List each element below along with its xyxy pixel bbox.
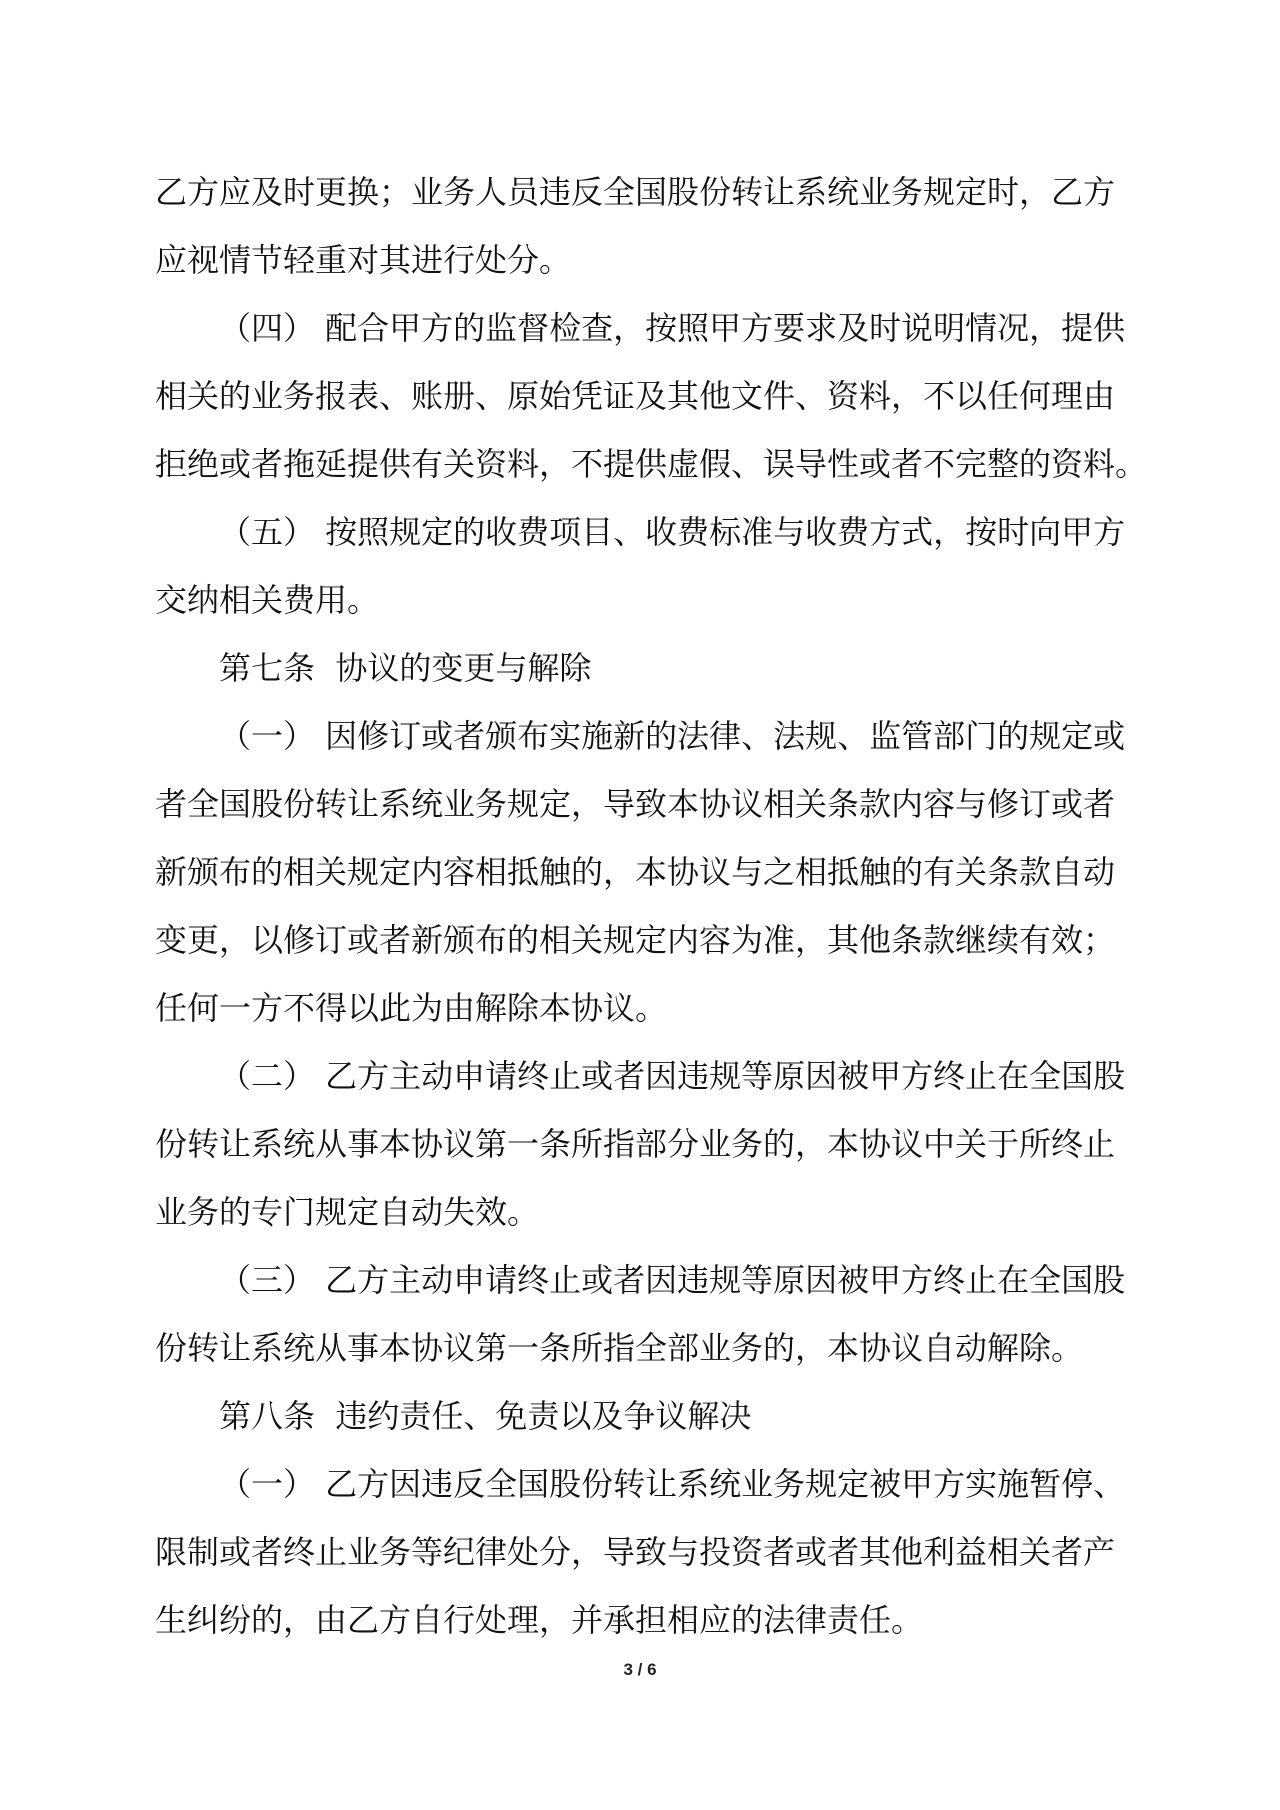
clause-item-4: （四） 配合甲方的监督检查，按照甲方要求及时说明情况，提供 bbox=[219, 309, 1126, 347]
paragraph-line: 变更，以修订或者新颁布的相关规定内容为准，其他条款继续有效； bbox=[155, 921, 1116, 959]
paragraph-line: 生纠纷的，由乙方自行处理，并承担相应的法律责任。 bbox=[155, 1601, 924, 1639]
paragraph-line: 任何一方不得以此为由解除本协议。 bbox=[155, 989, 668, 1027]
paragraph-line: 限制或者终止业务等纪律处分，导致与投资者或者其他利益相关者产 bbox=[155, 1533, 1116, 1571]
article-7-item-1: （一） 因修订或者颁布实施新的法律、法规、监管部门的规定或 bbox=[219, 717, 1126, 755]
paragraph-line: 乙方应及时更换；业务人员违反全国股份转让系统业务规定时，乙方 bbox=[155, 173, 1116, 211]
paragraph-line: 份转让系统从事本协议第一条所指部分业务的，本协议中关于所终止 bbox=[155, 1125, 1116, 1163]
paragraph-line: 应视情节轻重对其进行处分。 bbox=[155, 241, 572, 279]
article-7-item-3: （三） 乙方主动申请终止或者因违规等原因被甲方终止在全国股 bbox=[219, 1261, 1126, 1299]
clause-item-5: （五） 按照规定的收费项目、收费标准与收费方式，按时向甲方 bbox=[219, 513, 1126, 551]
paragraph-line: 交纳相关费用。 bbox=[155, 581, 380, 619]
article-8-item-1: （一） 乙方因违反全国股份转让系统业务规定被甲方实施暂停、 bbox=[219, 1465, 1126, 1503]
article-8-heading: 第八条 违约责任、免责以及争议解决 bbox=[219, 1397, 752, 1435]
article-7-heading: 第七条 协议的变更与解除 bbox=[219, 649, 592, 687]
paragraph-line: 拒绝或者拖延提供有关资料，不提供虚假、误导性或者不完整的资料。 bbox=[155, 445, 1148, 483]
paragraph-line: 份转让系统从事本协议第一条所指全部业务的，本协议自动解除。 bbox=[155, 1329, 1084, 1367]
document-body bbox=[155, 158, 1148, 1654]
article-7-item-2: （二） 乙方主动申请终止或者因违规等原因被甲方终止在全国股 bbox=[219, 1057, 1126, 1095]
paragraph-line: 新颁布的相关规定内容相抵触的，本协议与之相抵触的有关条款自动 bbox=[155, 853, 1116, 891]
paragraph-line: 业务的专门规定自动失效。 bbox=[155, 1193, 540, 1231]
paragraph-line: 者全国股份转让系统业务规定，导致本协议相关条款内容与修订或者 bbox=[155, 785, 1116, 823]
page-number: 3 / 6 bbox=[623, 1660, 657, 1679]
paragraph-line: 相关的业务报表、账册、原始凭证及其他文件、资料，不以任何理由 bbox=[155, 377, 1116, 415]
